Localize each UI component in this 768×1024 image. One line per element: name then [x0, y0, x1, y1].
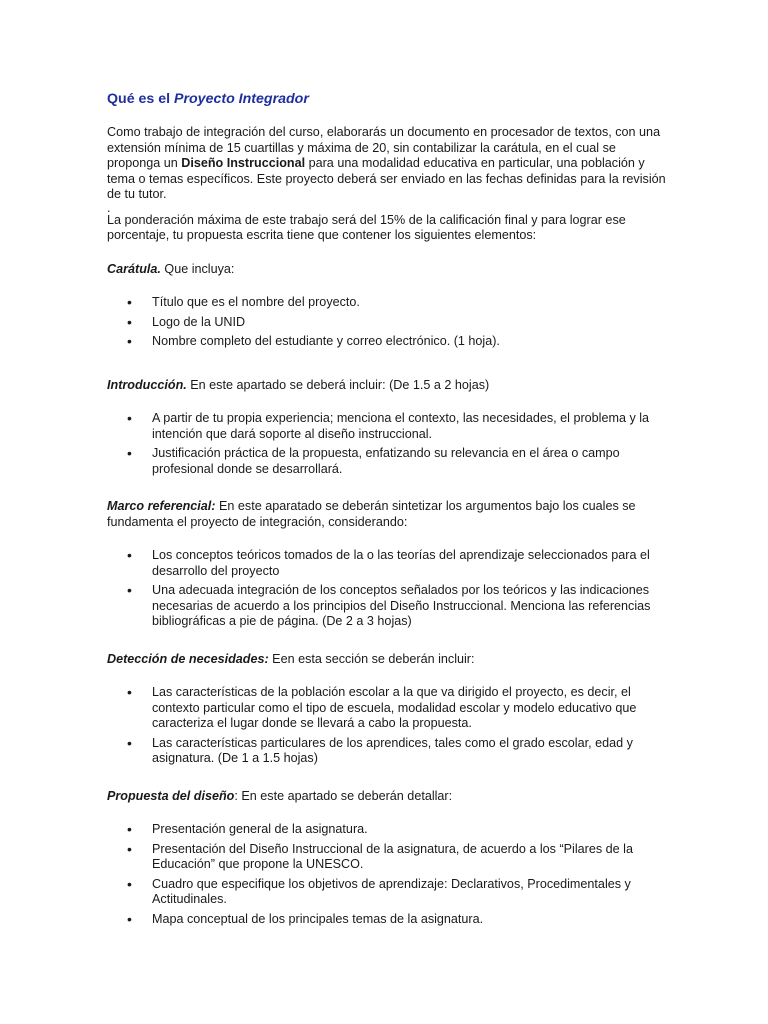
spacer [107, 771, 667, 789]
intro-paragraph-1 [107, 125, 667, 203]
section-propuesta-heading [107, 789, 667, 805]
list-item: • Una adecuada integración de los conceptos señalados por los teóricos y las indicaciones necesarias de acuerdo a los principios del Diseño Instruccional. Menciona las referencias bibliográficas a pie de página. (De 2 a 3 hojas) [107, 583, 667, 630]
list-item: • Título que es el nombre del proyecto. [107, 295, 667, 311]
section-caratula-heading [107, 262, 667, 278]
intro-paragraph-2: La ponderación máxima de este trabajo será del 15% de la calificación final y para lograr ese porcentaje, tu propuesta escrita tiene que contener los siguientes elementos: [107, 212, 626, 242]
section-heading-label: Propuesta del diseño [107, 788, 235, 803]
section-introduccion-list [107, 411, 667, 477]
section-propuesta-list [107, 822, 667, 927]
section-heading-text: En este apartado se deberá incluir: (De 1.5 a 2 hojas) [186, 377, 490, 392]
spacer [107, 634, 667, 652]
list-item: • Presentación general de la asignatura. [107, 822, 667, 838]
spacer [107, 481, 667, 499]
spacer [107, 354, 667, 378]
list-item: • Las características particulares de los aprendices, tales como el grado escolar, edad y asignatura. (De 1 a 1.5 hojas) [107, 736, 667, 767]
section-deteccion-list [107, 685, 667, 767]
intro-text-b: para una modalidad educativa en particular, una población y tema o temas específicos. Este proyecto deberá ser enviado en las fechas definidas para la revisión de tu tutor. [107, 156, 666, 201]
list-item: • Las características de la población escolar a la que va dirigido el proyecto, es decir, el contexto particular como el tipo de escuela, modalidad escolar y modelo educativo que caracteriza el lugar donde se llevará a cabo la propuesta. [107, 685, 667, 732]
list-item: • A partir de tu propia experiencia; menciona el contexto, las necesidades, el problema y la intención que dará soporte al diseño instruccional. [107, 411, 667, 442]
section-heading-text: Een esta sección se deberán incluir: [268, 651, 475, 666]
intro-dot: . [107, 200, 111, 215]
list-item: • Justificación práctica de la propuesta, enfatizando su relevancia en el área o campo profesional donde se desarrollará. [107, 446, 667, 477]
list-item: • Nombre completo del estudiante y correo electrónico. (1 hoja). [107, 334, 667, 350]
intro-bold-term: Diseño Instruccional [181, 156, 306, 170]
title-emphasis: Proyecto Integrador [174, 91, 309, 107]
section-caratula-list [107, 295, 667, 350]
section-heading-text: En este aparatado se deberán sintetizar los argumentos bajo los cuales se fundamenta el proyecto de integración, considerando: [107, 499, 636, 529]
section-heading-label: Introducción. [107, 377, 187, 392]
intro-text-a: Como trabajo de integración del curso, elaborarás un documento en procesador de textos, con una extensión mínima de 15 cuartillas y máxima de 20, sin contabilizar la carátula, en el cual se proponga un [107, 125, 661, 170]
section-marco-heading [107, 499, 667, 530]
list-item: • Cuadro que especifique los objetivos de aprendizaje: Declarativos, Procedimentales y Actitudinales. [107, 877, 667, 908]
list-item: • Mapa conceptual de los principales temas de la asignatura. [107, 912, 667, 928]
section-deteccion-heading [107, 652, 667, 668]
section-heading-text: : En este apartado se deberán detallar: [234, 788, 453, 803]
spacer [107, 804, 667, 822]
section-introduccion-heading [107, 378, 667, 394]
spacer [107, 244, 667, 262]
section-heading-text: Que incluya: [160, 261, 235, 276]
list-item: • Presentación del Diseño Instruccional de la asignatura, de acuerdo a los “Pilares de la Educación” que propone la UNESCO. [107, 842, 667, 873]
section-heading-label: Carátula. [107, 261, 161, 276]
section-heading-label: Detección de necesidades: [107, 651, 269, 666]
list-item: • Los conceptos teóricos tomados de la o las teorías del aprendizaje seleccionados para el desarrollo del proyecto [107, 548, 667, 579]
title-prefix: Qué es el [107, 91, 175, 107]
spacer [107, 277, 667, 295]
spacer [107, 530, 667, 548]
page-title [107, 90, 667, 108]
list-item: • Logo de la UNID [107, 315, 667, 331]
spacer [107, 667, 667, 685]
spacer [107, 393, 667, 411]
section-heading-label: Marco referencial: [107, 499, 216, 513]
document-body [107, 90, 667, 931]
section-marco-list [107, 548, 667, 630]
